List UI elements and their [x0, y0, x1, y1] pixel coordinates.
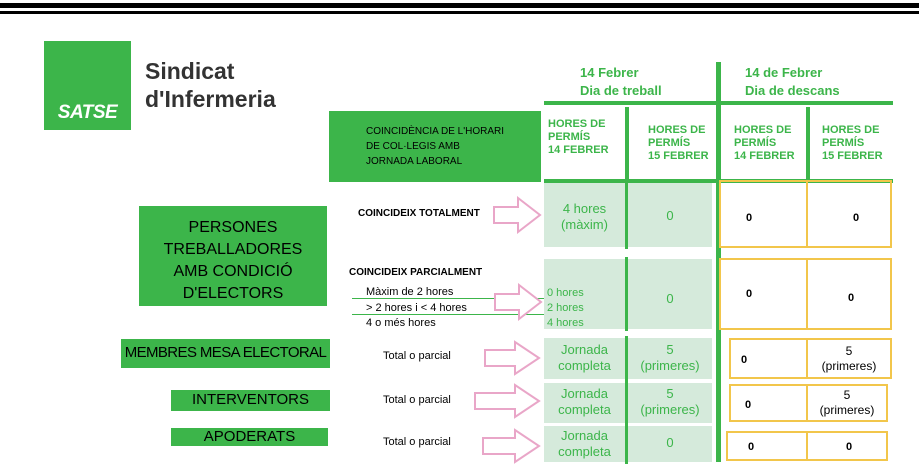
cell-r4-r15: [806, 384, 888, 422]
subhead-line: PERMÍS: [734, 137, 777, 149]
subhead-line: 15 FEBRER: [822, 150, 883, 162]
cond-total-parcial: Total o parcial: [383, 394, 451, 406]
coincidence-line3: JORNADA LABORAL: [366, 156, 463, 167]
cell-r4-w15: [628, 383, 712, 423]
category-interventors: [171, 390, 330, 411]
subhead-work-15: [648, 124, 709, 163]
cell-text: (primeres): [640, 402, 700, 417]
cell-text: (primeres): [821, 359, 877, 373]
cell-text: completa: [558, 444, 611, 459]
cell-r3-w15: [628, 338, 712, 379]
category-line: PERSONES: [188, 219, 278, 236]
subhead-line: HORES DE: [822, 124, 880, 136]
cell-text: 0 hores: [547, 287, 584, 299]
category-line: D'ELECTORS: [182, 285, 284, 302]
cell-text: Jornada: [561, 428, 608, 443]
cond-between: > 2 hores i < 4 hores: [366, 302, 467, 314]
cell-text: (primeres): [819, 403, 875, 417]
cell-text: 0: [666, 435, 674, 450]
work-day-date: 14 Febrer: [580, 65, 639, 80]
cond-four-more: 4 o més hores: [366, 317, 436, 329]
cond-totalment: COINCIDEIX TOTALMENT: [358, 208, 480, 219]
subhead-divider: [625, 107, 629, 179]
cell-r1-w15: [628, 183, 712, 247]
cell-r5-w15: [628, 426, 712, 462]
cell-text: (màxim): [561, 217, 608, 232]
cell-text: 5: [843, 388, 851, 402]
coincidence-header: [329, 111, 541, 182]
cell-r2-r14: [719, 258, 808, 330]
cond-parcialment: COINCIDEIX PARCIALMENT: [349, 267, 483, 278]
cell-text: 0: [666, 208, 674, 223]
cell-r5-w14: [544, 426, 625, 462]
cell-r3-w14: [544, 338, 625, 379]
cell-text: Jornada: [561, 342, 608, 357]
subhead-rest-14: [734, 124, 795, 163]
subhead-line: HORES DE: [734, 124, 792, 136]
cell-text: 4 hores: [562, 201, 607, 216]
work-day-underline: [544, 101, 716, 105]
category-line: INTERVENTORS: [192, 391, 309, 408]
cond-total-parcial: Total o parcial: [383, 436, 451, 448]
category-persones: [139, 206, 327, 306]
cell-r1-w14: [544, 183, 625, 247]
cell-text: 4 hores: [547, 317, 584, 329]
cond-max2: Màxim de 2 hores: [366, 286, 454, 298]
cell-r2-r15: [806, 258, 892, 330]
arrow-icon: [492, 196, 542, 234]
cell-r5-r15: [806, 431, 888, 461]
subhead-line: PERMÍS: [822, 137, 865, 149]
category-apoderats: [171, 428, 328, 446]
coincidence-line1: COINCIDÈNCIA DE L'HORARI: [366, 126, 505, 137]
cell-text: 0: [746, 288, 753, 300]
cond-total-parcial: Total o parcial: [383, 350, 451, 362]
arrow-icon: [481, 428, 541, 464]
coincidence-line2: DE COL·LEGIS AMB: [366, 141, 460, 152]
top-rule-thin: [0, 11, 919, 14]
arrow-icon: [483, 340, 541, 376]
rest-day-date: 14 de Febrer: [745, 65, 823, 80]
cell-text: 5: [666, 386, 674, 401]
cell-r5-r14: [726, 431, 808, 461]
cell-r4-r14: [729, 384, 808, 422]
subhead-line: 14 FEBRER: [548, 144, 609, 156]
cell-r4-w14: [544, 383, 625, 423]
arrow-icon: [493, 283, 543, 321]
subhead-line: HORES DE: [548, 118, 606, 130]
org-name-line1: Sindicat: [145, 58, 235, 84]
cell-text: 0: [748, 441, 755, 453]
category-line: MEMBRES MESA ELECTORAL: [124, 344, 327, 361]
subhead-line: PERMÍS: [648, 137, 691, 149]
category-line: TREBALLADORES: [163, 241, 303, 258]
cell-text: completa: [558, 402, 611, 417]
cell-text: 0: [853, 212, 860, 224]
cell-text: 0: [745, 399, 752, 411]
subhead-work-14: [548, 118, 609, 157]
category-line: APODERATS: [203, 428, 296, 445]
cell-text: 0: [741, 354, 748, 366]
logo-text: SATSE: [57, 102, 118, 123]
cell-text: 0: [848, 292, 855, 304]
rest-day-label: Dia de descans: [745, 83, 840, 98]
cell-text: 0: [666, 291, 674, 306]
subhead-line: 14 FEBRER: [734, 150, 795, 162]
work-day-label: Dia de treball: [580, 83, 662, 98]
cell-text: 5: [845, 344, 853, 358]
org-name-line2: d'Infermeria: [145, 86, 276, 112]
cell-text: completa: [558, 358, 611, 373]
subhead-line: PERMÍS: [548, 131, 591, 143]
subhead-line: 15 FEBRER: [648, 150, 709, 162]
cell-r1-r14: [719, 180, 808, 248]
cell-text: (primeres): [640, 358, 700, 373]
cell-r3-r14: [729, 338, 808, 379]
category-membres: [121, 339, 330, 368]
cell-text: 5: [666, 342, 674, 357]
cell-r1-r15: [806, 180, 892, 248]
arrow-icon: [473, 383, 541, 419]
cell-r2-w14: [544, 259, 625, 329]
subhead-divider: [806, 107, 810, 179]
satse-logo: [44, 41, 131, 130]
cell-r2-w15: [628, 259, 712, 329]
cell-text: 0: [846, 441, 853, 453]
cell-text: 2 hores: [547, 302, 584, 314]
subhead-line: HORES DE: [648, 124, 706, 136]
category-line: AMB CONDICIÓ: [173, 263, 293, 280]
rest-day-underline: [721, 101, 893, 105]
subhead-rest-15: [822, 124, 883, 163]
top-rule: [0, 3, 919, 8]
cell-text: 0: [746, 212, 753, 224]
cell-r3-r15: [806, 338, 892, 379]
cell-text: Jornada: [561, 386, 608, 401]
